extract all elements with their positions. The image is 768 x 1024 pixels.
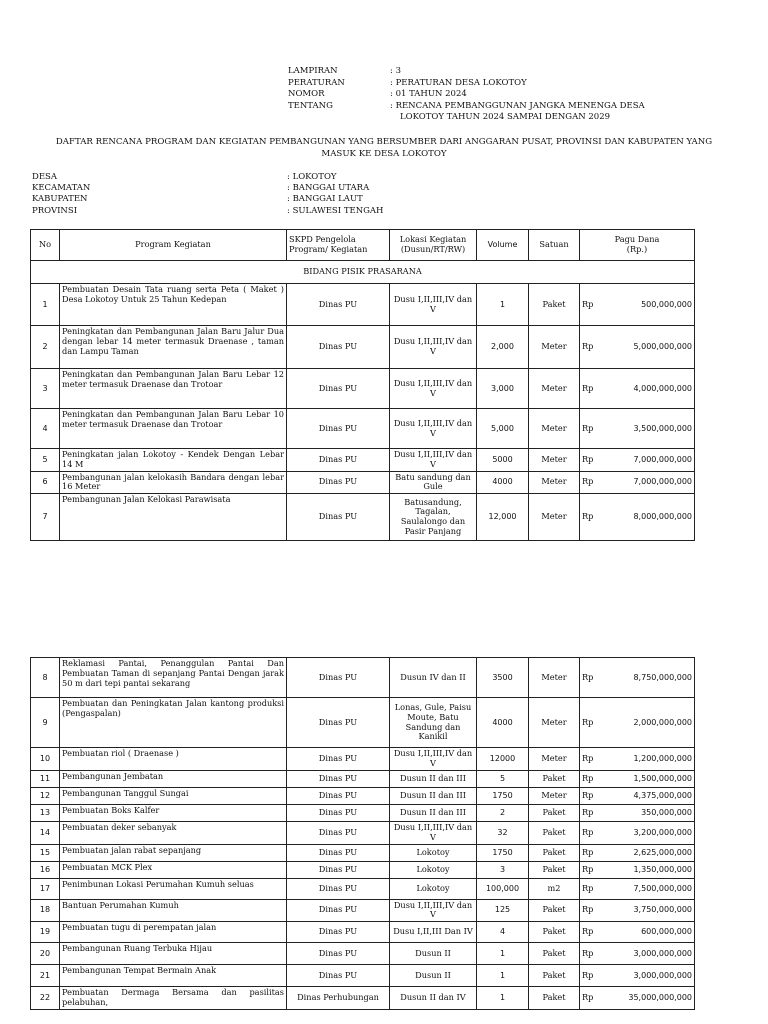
header-lokasi: Lokasi Kegiatan (Dusun/RT/RW) — [390, 230, 477, 261]
row-skpd: Dinas Perhubungan — [287, 987, 390, 1010]
row-satuan: Meter — [529, 698, 580, 748]
row-lokasi: Dusun II dan IV — [390, 987, 477, 1010]
table-row — [31, 899, 695, 922]
row-program: Peningkatan dan Pembangunan Jalan Baru Jalur Dua dengan lebar 14 meter termasuk Draenase , taman dan Lampu Taman — [60, 326, 287, 369]
table-row — [31, 449, 695, 472]
kabupaten-label: KABUPATEN — [32, 194, 88, 205]
row-pagu — [580, 821, 695, 844]
row-volume: 1 — [477, 987, 529, 1010]
row-skpd: Dinas PU — [287, 471, 390, 494]
program-table-part-1 — [30, 229, 695, 541]
row-currency: Rp — [582, 882, 594, 893]
pagu-unit: (Rp.) — [626, 244, 648, 254]
row-currency: Rp — [582, 752, 594, 763]
row-satuan: Meter — [529, 748, 580, 771]
row-pagu — [580, 284, 695, 326]
row-no: 1 — [31, 284, 60, 326]
row-skpd: Dinas PU — [287, 861, 390, 878]
row-no: 2 — [31, 326, 60, 369]
table-row — [31, 943, 695, 965]
header-program: Program Kegiatan — [60, 230, 287, 261]
row-pagu — [580, 878, 695, 899]
row-pagu-value: 7,500,000,000 — [633, 883, 692, 893]
document-header — [288, 66, 645, 124]
row-currency: Rp — [582, 926, 594, 937]
row-currency: Rp — [582, 476, 594, 487]
row-skpd: Dinas PU — [287, 326, 390, 369]
program-table-part-2 — [30, 657, 695, 1010]
table-row — [31, 284, 695, 326]
row-no: 5 — [31, 449, 60, 472]
row-currency: Rp — [582, 947, 594, 958]
header-satuan: Satuan — [529, 230, 580, 261]
row-skpd: Dinas PU — [287, 494, 390, 541]
row-satuan: Meter — [529, 326, 580, 369]
row-satuan: Paket — [529, 821, 580, 844]
desa-value: : LOKOTOY — [287, 172, 337, 182]
row-pagu-value: 7,000,000,000 — [633, 477, 692, 487]
row-program: Pembangunan Ruang Terbuka Hijau — [60, 943, 287, 965]
row-lokasi: Dusu I,II,III Dan IV — [390, 922, 477, 943]
table-row — [31, 821, 695, 844]
row-satuan: Meter — [529, 658, 580, 698]
row-pagu-value: 3,000,000,000 — [633, 970, 692, 980]
row-volume: 12,000 — [477, 494, 529, 541]
row-program: Pembuatan riol ( Draenase ) — [60, 748, 287, 771]
row-currency: Rp — [582, 772, 594, 783]
row-lokasi: Dusu I,II,III,IV dan V — [390, 449, 477, 472]
row-program: Pembuatan tugu di perempatan jalan — [60, 922, 287, 943]
row-volume: 125 — [477, 899, 529, 922]
row-program: Reklamasi Pantai, Penanggulan Pantai Dan Pembuatan Taman di sepanjang Pantai Dengan jarak 50 m dari tepi pantai sekarang — [60, 658, 287, 698]
desa-label: DESA — [32, 172, 57, 182]
row-satuan: Meter — [529, 471, 580, 494]
row-program: Peningkatan dan Pembangunan Jalan Baru Lebar 10 meter termasuk Draenase dan Trotoar — [60, 409, 287, 449]
provinsi-label: PROVINSI — [32, 205, 78, 216]
row-lokasi: Dusu I,II,III,IV dan V — [390, 326, 477, 369]
row-lokasi: Lokotoy — [390, 878, 477, 899]
row-lokasi: Lokotoy — [390, 861, 477, 878]
row-no: 7 — [31, 494, 60, 541]
row-currency: Rp — [582, 716, 594, 727]
row-program: Pembuatan Boks Kalfer — [60, 804, 287, 821]
row-program: Pembuatan deker sebanyak — [60, 821, 287, 844]
row-skpd: Dinas PU — [287, 658, 390, 698]
row-pagu-value: 3,750,000,000 — [633, 905, 692, 915]
row-satuan: Meter — [529, 369, 580, 409]
lampiran-value: : 3 — [390, 66, 401, 76]
row-volume: 2 — [477, 804, 529, 821]
row-pagu-value: 1,200,000,000 — [633, 753, 692, 763]
row-lokasi: Dusun IV dan II — [390, 658, 477, 698]
row-lokasi: Batu sandung dan Gule — [390, 471, 477, 494]
row-volume: 1 — [477, 943, 529, 965]
row-skpd: Dinas PU — [287, 804, 390, 821]
row-lokasi: Batusandung, Tagalan, Saulalongo dan Pasir Panjang — [390, 494, 477, 541]
table-row — [31, 698, 695, 748]
row-currency: Rp — [582, 671, 594, 682]
row-currency: Rp — [582, 806, 594, 817]
row-currency: Rp — [582, 511, 594, 522]
row-pagu — [580, 658, 695, 698]
table-row — [31, 326, 695, 369]
row-skpd: Dinas PU — [287, 844, 390, 861]
row-program: Peningkatan dan Pembangunan Jalan Baru Lebar 12 meter termasuk Draenase dan Trotoar — [60, 369, 287, 409]
row-satuan: Paket — [529, 804, 580, 821]
row-skpd: Dinas PU — [287, 369, 390, 409]
row-pagu — [580, 965, 695, 987]
row-pagu — [580, 369, 695, 409]
row-volume: 1750 — [477, 844, 529, 861]
row-no: 9 — [31, 698, 60, 748]
row-program: Pembuatan Desain Tata ruang serta Peta ( Maket ) Desa Lokotoy Untuk 25 Tahun Kedepan — [60, 284, 287, 326]
location-info — [32, 172, 383, 217]
row-volume: 5000 — [477, 449, 529, 472]
row-lokasi: Dusu I,II,III,IV dan V — [390, 821, 477, 844]
row-lokasi: Dusu I,II,III,IV dan V — [390, 409, 477, 449]
row-pagu — [580, 787, 695, 804]
row-no: 20 — [31, 943, 60, 965]
row-skpd: Dinas PU — [287, 698, 390, 748]
row-no: 22 — [31, 987, 60, 1010]
row-skpd: Dinas PU — [287, 748, 390, 771]
row-satuan: Paket — [529, 943, 580, 965]
row-volume: 100,000 — [477, 878, 529, 899]
row-pagu-value: 1,500,000,000 — [633, 773, 692, 783]
table-row — [31, 471, 695, 494]
row-program: Pembuatan jalan rabat sepanjang — [60, 844, 287, 861]
provinsi-value: : SULAWESI TENGAH — [287, 205, 384, 216]
row-pagu — [580, 922, 695, 943]
row-skpd: Dinas PU — [287, 770, 390, 787]
row-currency: Rp — [582, 992, 594, 1003]
row-no: 11 — [31, 770, 60, 787]
kecamatan-label: KECAMATAN — [32, 183, 91, 194]
row-currency: Rp — [582, 904, 594, 915]
row-pagu-value: 5,000,000,000 — [633, 342, 692, 352]
row-skpd: Dinas PU — [287, 787, 390, 804]
row-pagu-value: 1,350,000,000 — [633, 864, 692, 874]
row-pagu — [580, 861, 695, 878]
header-volume: Volume — [477, 230, 529, 261]
row-volume: 2,000 — [477, 326, 529, 369]
row-skpd: Dinas PU — [287, 449, 390, 472]
row-currency: Rp — [582, 846, 594, 857]
row-no: 4 — [31, 409, 60, 449]
kabupaten-value: : BANGGAI LAUT — [287, 194, 363, 205]
tentang-label: TENTANG — [288, 100, 333, 111]
row-satuan: Paket — [529, 899, 580, 922]
row-skpd: Dinas PU — [287, 965, 390, 987]
row-volume: 5 — [477, 770, 529, 787]
row-program: Penimbunan Lokasi Perumahan Kumuh seluas — [60, 878, 287, 899]
row-program: Pembuatan dan Peningkatan Jalan kantong produksi (Pengaspalan) — [60, 698, 287, 748]
row-no: 10 — [31, 748, 60, 771]
row-pagu-value: 600,000,000 — [641, 927, 692, 937]
row-pagu-value: 2,625,000,000 — [633, 847, 692, 857]
peraturan-label: PERATURAN — [288, 77, 345, 88]
row-pagu — [580, 471, 695, 494]
row-pagu-value: 500,000,000 — [641, 299, 692, 309]
row-no: 8 — [31, 658, 60, 698]
table-row — [31, 878, 695, 899]
row-no: 3 — [31, 369, 60, 409]
row-volume: 1 — [477, 284, 529, 326]
row-satuan: Meter — [529, 409, 580, 449]
row-volume: 4000 — [477, 698, 529, 748]
row-currency: Rp — [582, 969, 594, 980]
row-satuan: Paket — [529, 965, 580, 987]
row-volume: 4000 — [477, 471, 529, 494]
row-program: Pembangunan Jembatan — [60, 770, 287, 787]
table-row — [31, 658, 695, 698]
row-program: Pembuatan Dermaga Bersama dan pasilitas pelabuhan, — [60, 987, 287, 1010]
row-pagu — [580, 326, 695, 369]
row-pagu — [580, 804, 695, 821]
row-lokasi: Lonas, Gule, Paisu Moute, Batu Sandung dan Kanikil — [390, 698, 477, 748]
row-pagu-value: 3,200,000,000 — [633, 827, 692, 837]
row-program: Bantuan Perumahan Kumuh — [60, 899, 287, 922]
row-program: Pembangunan Jalan Kelokasi Parawisata — [60, 494, 287, 541]
lampiran-label: LAMPIRAN — [288, 66, 338, 76]
row-currency: Rp — [582, 863, 594, 874]
row-pagu — [580, 844, 695, 861]
tentang-value-cont: LOKOTOY TAHUN 2024 SAMPAI DENGAN 2029 — [400, 112, 611, 122]
row-lokasi: Lokotoy — [390, 844, 477, 861]
row-currency: Rp — [582, 382, 594, 393]
row-pagu-value: 350,000,000 — [641, 807, 692, 817]
title-line-1: DAFTAR RENCANA PROGRAM DAN KEGIATAN PEMBANGUNAN YANG BERSUMBER DARI ANGGARAN PUSAT, PROVINSI DAN KABUPATEN YANG — [55, 137, 713, 147]
row-satuan: Paket — [529, 861, 580, 878]
row-currency: Rp — [582, 341, 594, 352]
row-volume: 32 — [477, 821, 529, 844]
row-currency: Rp — [582, 453, 594, 464]
row-volume: 4 — [477, 922, 529, 943]
row-no: 21 — [31, 965, 60, 987]
row-volume: 1750 — [477, 787, 529, 804]
row-satuan: Meter — [529, 449, 580, 472]
row-currency: Rp — [582, 422, 594, 433]
table-row — [31, 965, 695, 987]
row-no: 12 — [31, 787, 60, 804]
row-skpd: Dinas PU — [287, 821, 390, 844]
row-satuan: Meter — [529, 494, 580, 541]
row-pagu — [580, 770, 695, 787]
row-currency: Rp — [582, 789, 594, 800]
row-pagu-value: 3,500,000,000 — [633, 423, 692, 433]
row-pagu — [580, 748, 695, 771]
row-volume: 1 — [477, 965, 529, 987]
peraturan-value: : PERATURAN DESA LOKOTOY — [390, 77, 527, 88]
row-satuan: Paket — [529, 987, 580, 1010]
row-pagu-value: 35,000,000,000 — [628, 993, 692, 1003]
row-pagu — [580, 494, 695, 541]
row-satuan: Paket — [529, 922, 580, 943]
kecamatan-value: : BANGGAI UTARA — [287, 183, 370, 194]
table-row — [31, 844, 695, 861]
row-no: 15 — [31, 844, 60, 861]
table-row — [31, 861, 695, 878]
row-no: 6 — [31, 471, 60, 494]
row-program: Peningkatan jalan Lokotoy - Kendek Dengan Lebar 14 M — [60, 449, 287, 472]
row-lokasi: Dusu I,II,III,IV dan V — [390, 748, 477, 771]
table-row — [31, 770, 695, 787]
row-no: 19 — [31, 922, 60, 943]
row-no: 18 — [31, 899, 60, 922]
row-currency: Rp — [582, 826, 594, 837]
row-pagu-value: 4,000,000,000 — [633, 383, 692, 393]
row-volume: 12000 — [477, 748, 529, 771]
row-lokasi: Dusun II dan III — [390, 770, 477, 787]
row-pagu-value: 8,750,000,000 — [633, 672, 692, 682]
section-title: BIDANG PISIK PRASARANA — [31, 261, 695, 284]
table-row — [31, 494, 695, 541]
row-skpd: Dinas PU — [287, 943, 390, 965]
row-pagu-value: 8,000,000,000 — [633, 512, 692, 522]
row-program: Pembangunan Tanggul Sungai — [60, 787, 287, 804]
row-skpd: Dinas PU — [287, 284, 390, 326]
row-lokasi: Dusu I,II,III,IV dan V — [390, 899, 477, 922]
row-lokasi: Dusun II — [390, 943, 477, 965]
row-pagu — [580, 899, 695, 922]
row-skpd: Dinas PU — [287, 878, 390, 899]
row-skpd: Dinas PU — [287, 899, 390, 922]
row-pagu-value: 3,000,000,000 — [633, 948, 692, 958]
row-volume: 3500 — [477, 658, 529, 698]
row-no: 14 — [31, 821, 60, 844]
row-no: 17 — [31, 878, 60, 899]
row-pagu — [580, 943, 695, 965]
pagu-label: Pagu Dana — [614, 234, 660, 245]
tentang-value: : RENCANA PEMBANGGUNAN JANGKA MENENGA DESA — [390, 100, 645, 111]
table-row — [31, 804, 695, 821]
row-pagu — [580, 987, 695, 1010]
row-currency: Rp — [582, 298, 594, 309]
row-satuan: Paket — [529, 844, 580, 861]
table-row — [31, 922, 695, 943]
row-pagu-value: 7,000,000,000 — [633, 454, 692, 464]
nomor-value: : 01 TAHUN 2024 — [390, 89, 467, 99]
row-satuan: m2 — [529, 878, 580, 899]
row-satuan: Meter — [529, 787, 580, 804]
row-pagu — [580, 698, 695, 748]
table-row — [31, 748, 695, 771]
header-skpd: SKPD Pengelola Program/ Kegiatan — [287, 230, 390, 261]
nomor-label: NOMOR — [288, 89, 325, 99]
row-lokasi: Dusun II dan III — [390, 787, 477, 804]
row-pagu-value: 4,375,000,000 — [633, 790, 692, 800]
row-no: 13 — [31, 804, 60, 821]
row-lokasi: Dusun II — [390, 965, 477, 987]
header-pagu — [580, 230, 695, 261]
row-lokasi: Dusu I,II,III,IV dan V — [390, 284, 477, 326]
title-line-2: MASUK KE DESA LOKOTOY — [321, 148, 447, 159]
header-no: No — [31, 230, 60, 261]
row-volume: 3,000 — [477, 369, 529, 409]
row-pagu — [580, 449, 695, 472]
row-pagu — [580, 409, 695, 449]
row-volume: 5,000 — [477, 409, 529, 449]
table-row — [31, 787, 695, 804]
row-program: Pembangunan Tempat Bermain Anak — [60, 965, 287, 987]
table-row — [31, 369, 695, 409]
row-pagu-value: 2,000,000,000 — [633, 717, 692, 727]
table-row — [31, 987, 695, 1010]
row-skpd: Dinas PU — [287, 409, 390, 449]
row-skpd: Dinas PU — [287, 922, 390, 943]
row-satuan: Paket — [529, 284, 580, 326]
row-program: Pembuatan MCK Plex — [60, 861, 287, 878]
row-volume: 3 — [477, 861, 529, 878]
row-satuan: Paket — [529, 770, 580, 787]
row-no: 16 — [31, 861, 60, 878]
row-lokasi: Dusu I,II,III,IV dan V — [390, 369, 477, 409]
row-program: Pembangunan jalan kelokasih Bandara dengan lebar 16 Meter — [60, 471, 287, 494]
table-row — [31, 409, 695, 449]
page-title — [20, 137, 748, 160]
row-lokasi: Dusun II dan III — [390, 804, 477, 821]
